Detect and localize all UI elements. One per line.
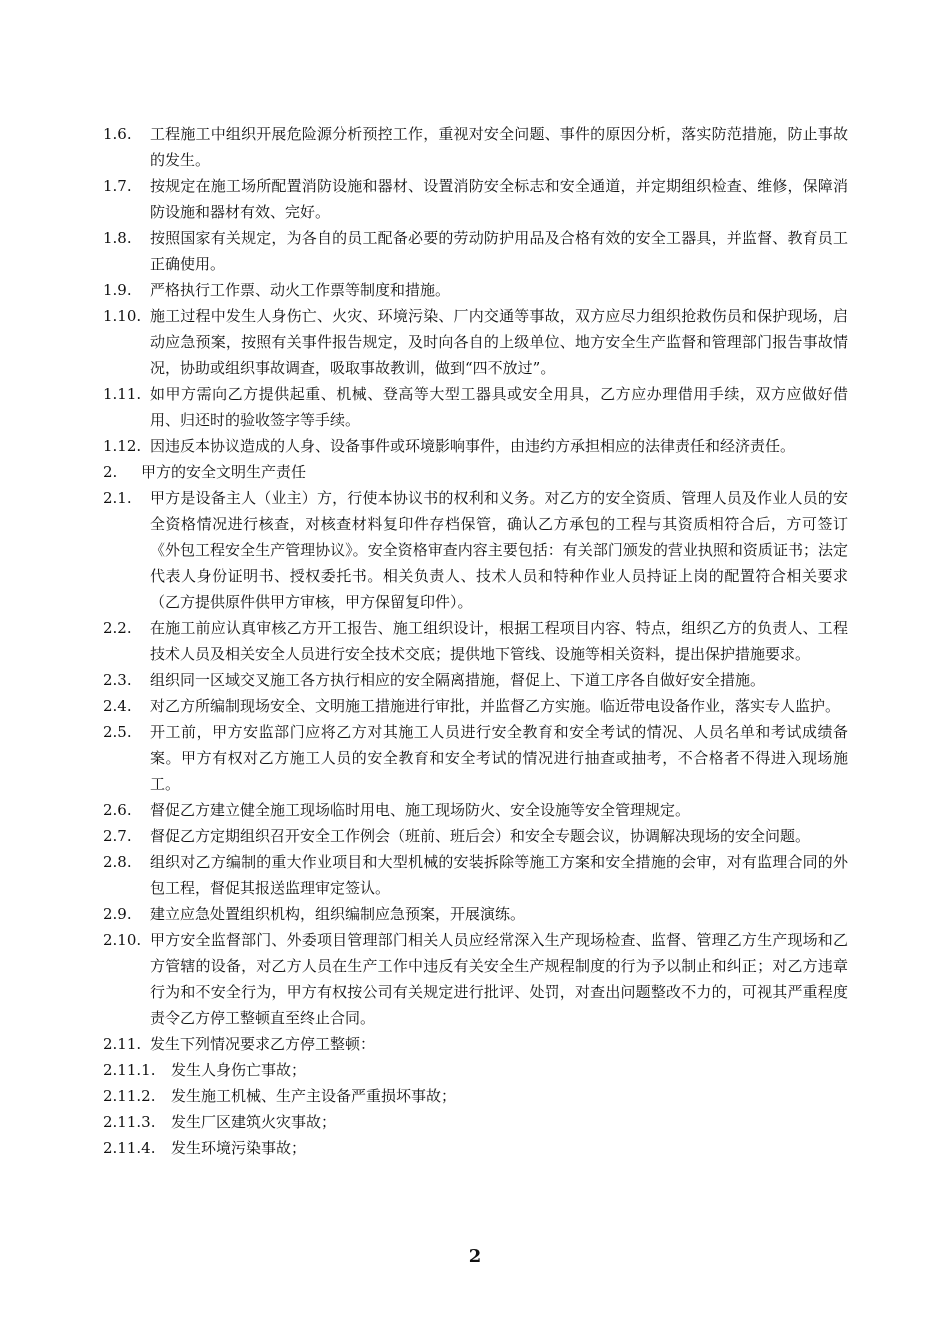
clause-number: 1.8. [103,229,132,247]
clause-number: 2.11.1. [103,1061,156,1079]
clause-text: 对乙方所编制现场安全、文明施工措施进行审批，并监督乙方实施。临近带电设备作业，落实专人监护。 [150,697,841,715]
clause-2-6 [103,797,848,823]
clause-text: 发生人身伤亡事故； [171,1061,307,1079]
clause-number: 2.3. [103,671,132,689]
clause-number: 1.9. [103,281,132,299]
clause-number: 2.11. [103,1035,142,1053]
clause-2-11-4 [103,1135,848,1161]
clause-number: 2.5. [103,723,132,741]
clause-number: 1.10. [103,307,142,325]
clause-text: 甲方是设备主人（业主）方，行使本协议书的权利和义务。对乙方的安全资质、管理人员及作业人员的安全资格情况进行核查，对核查材料复印件存档保管，确认乙方承包的工程与其资质相符合后，方可签订《外包工程安全生产管理协议》。安全资格审查内容主要包括：有关部门颁发的营业执照和资质证书；法定代表人身份证明书、授权委托书。相关负责人、技术人员和特种作业人员持证上岗的配置符合相关要求（乙方提供原件供甲方审核，甲方保留复印件）。 [150,489,848,611]
clause-number: 1.11. [103,385,142,403]
clause-text: 因违反本协议造成的人身、设备事件或环境影响事件，由违约方承担相应的法律责任和经济责任。 [150,437,796,455]
clause-number: 2.2. [103,619,132,637]
clause-1-10 [103,303,848,381]
clause-text: 如甲方需向乙方提供起重、机械、登高等大型工器具或安全用具，乙方应办理借用手续，双方应做好借用、归还时的验收签字等手续。 [150,385,848,429]
clause-text: 组织同一区域交叉施工各方执行相应的安全隔离措施，督促上、下道工序各自做好安全措施。 [150,671,766,689]
clause-text: 甲方安全监督部门、外委项目管理部门相关人员应经常深入生产现场检查、监督、管理乙方生产现场和乙方管辖的设备，对乙方人员在生产工作中违反有关安全生产规程制度的行为予以制止和纠正；对乙方违章行为和不安全行为，甲方有权按公司有关规定进行批评、处罚，对查出问题整改不力的，可视其严重程度责令乙方停工整顿直至终止合同。 [150,931,848,1027]
clause-text: 督促乙方定期组织召开安全工作例会（班前、班后会）和安全专题会议，协调解决现场的安全问题。 [150,827,811,845]
clause-text: 在施工前应认真审核乙方开工报告、施工组织设计，根据工程项目内容、特点，组织乙方的负责人、工程技术人员及相关安全人员进行安全技术交底；提供地下管线、设施等相关资料，提出保护措施要求。 [150,619,848,663]
clause-text: 开工前，甲方安监部门应将乙方对其施工人员进行安全教育和安全考试的情况、人员名单和考试成绩备案。甲方有权对乙方施工人员的安全教育和安全考试的情况进行抽查或抽考，不合格者不得进入现场施工。 [150,723,848,793]
clause-number: 2.11.2. [103,1087,156,1105]
clause-2-11-1 [103,1057,848,1083]
clause-number: 2.7. [103,827,132,845]
clause-1-11 [103,381,848,433]
clause-text: 施工过程中发生人身伤亡、火灾、环境污染、厂内交通等事故，双方应尽力组织抢救伤员和保护现场，启动应急预案，按照有关事件报告规定，及时向各自的上级单位、地方安全生产监督和管理部门报告事故情况，协助或组织事故调查，吸取事故教训，做到“四不放过”。 [150,307,848,377]
clause-2-8 [103,849,848,901]
page-number: 2 [468,1246,482,1267]
document-body [103,121,848,1161]
section-2-heading [103,459,848,485]
clause-text: 发生下列情况要求乙方停工整顿： [150,1035,376,1053]
clause-number: 2.11.3. [103,1113,156,1131]
clause-2-11-2 [103,1083,848,1109]
clause-number: 2.6. [103,801,132,819]
section-title: 甲方的安全文明生产责任 [141,463,307,481]
clause-1-8 [103,225,848,277]
clause-text: 按照国家有关规定，为各自的员工配备必要的劳动防护用品及合格有效的安全工器具，并监督、教育员工正确使用。 [150,229,848,273]
clause-text: 督促乙方建立健全施工现场临时用电、施工现场防火、安全设施等安全管理规定。 [150,801,691,819]
clause-text: 发生环境污染事故； [171,1139,307,1157]
section-number: 2. [103,463,118,481]
clause-2-11-3 [103,1109,848,1135]
clause-2-2 [103,615,848,667]
clause-2-7 [103,823,848,849]
clause-1-7 [103,173,848,225]
clause-text: 组织对乙方编制的重大作业项目和大型机械的安装拆除等施工方案和安全措施的会审，对有监理合同的外包工程，督促其报送监理审定签认。 [150,853,848,897]
clause-text: 发生施工机械、生产主设备严重损坏事故； [171,1087,457,1105]
clause-2-1 [103,485,848,615]
clause-2-11 [103,1031,848,1057]
clause-number: 1.6. [103,125,132,143]
clause-2-9 [103,901,848,927]
clause-2-10 [103,927,848,1031]
clause-number: 2.8. [103,853,132,871]
clause-1-12 [103,433,848,459]
clause-number: 2.10. [103,931,142,949]
clause-2-3 [103,667,848,693]
clause-number: 2.4. [103,697,132,715]
clause-1-6 [103,121,848,173]
clause-text: 按规定在施工场所配置消防设施和器材、设置消防安全标志和安全通道，并定期组织检查、维修，保障消防设施和器材有效、完好。 [150,177,848,221]
clause-text: 工程施工中组织开展危险源分析预控工作，重视对安全问题、事件的原因分析，落实防范措施，防止事故的发生。 [150,125,848,169]
clause-number: 1.7. [103,177,132,195]
clause-number: 2.1. [103,489,132,507]
clause-number: 2.9. [103,905,132,923]
clause-1-9 [103,277,848,303]
clause-number: 2.11.4. [103,1139,156,1157]
clause-2-5 [103,719,848,797]
clause-number: 1.12. [103,437,142,455]
clause-text: 建立应急处置组织机构，组织编制应急预案，开展演练。 [150,905,526,923]
clause-2-4 [103,693,848,719]
clause-text: 严格执行工作票、动火工作票等制度和措施。 [150,281,451,299]
clause-text: 发生厂区建筑火灾事故； [171,1113,337,1131]
